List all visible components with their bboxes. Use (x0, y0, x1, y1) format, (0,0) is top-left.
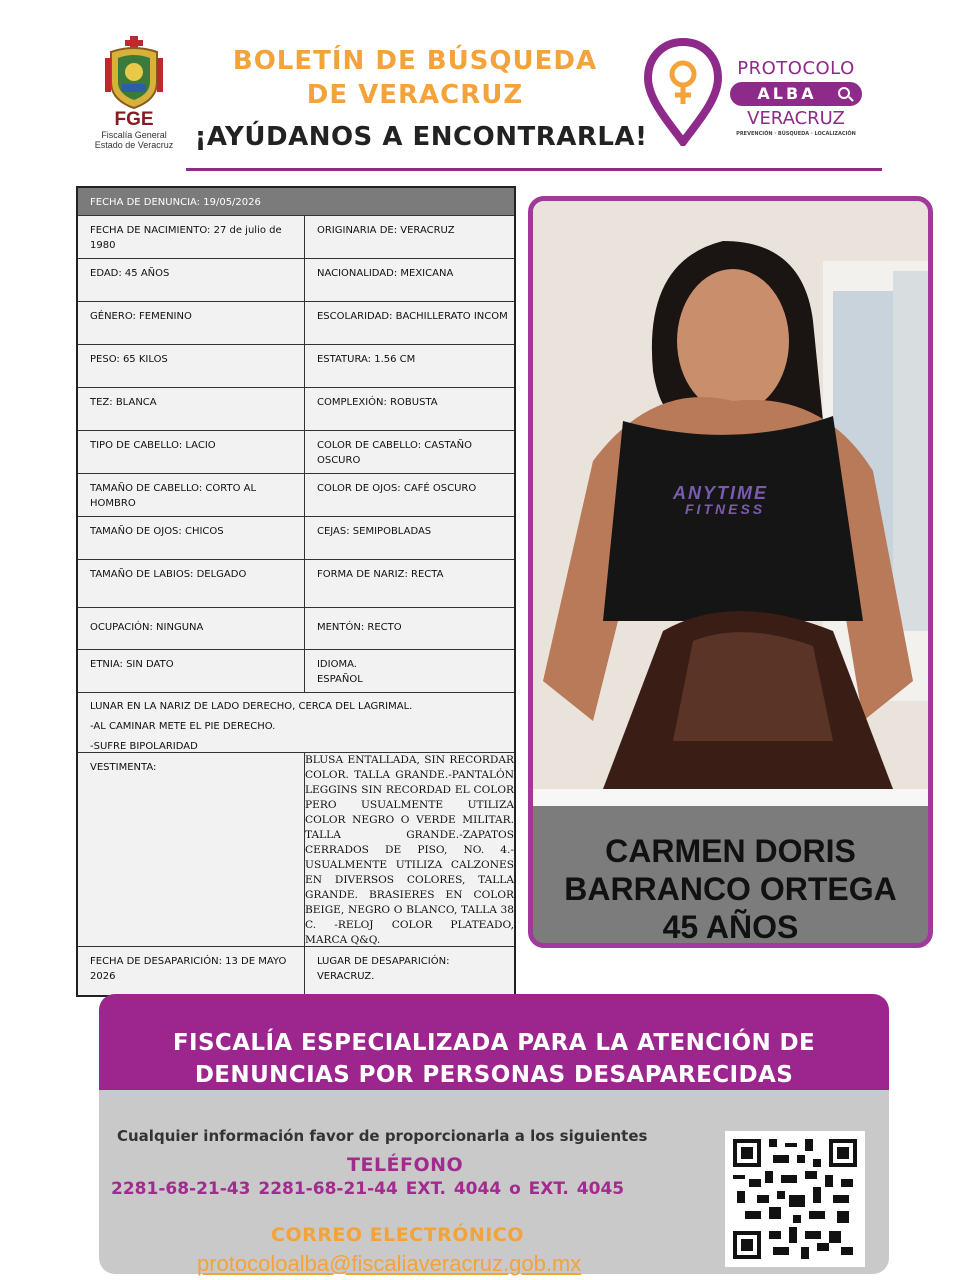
alba-veracruz-text: VERACRUZ (747, 108, 845, 129)
color-de-ojos: COLOR DE OJOS: CAFÉ OSCURO (316, 483, 477, 494)
bulletin-title-line2: DE VERACRUZ (306, 80, 524, 110)
sena-item: -SUFRE BIPOLARIDAD (90, 741, 198, 752)
etnia: ETNIA: SIN DATO (78, 650, 305, 692)
ocupacion: OCUPACIÓN: NINGUNA (78, 608, 305, 649)
escolaridad: ESCOLARIDAD: BACHILLERATO INCOM (316, 311, 508, 322)
table-row (78, 474, 514, 517)
cejas: CEJAS: SEMIPOBLADAS (316, 526, 432, 537)
tipo-de-cabello: TIPO DE CABELLO: LACIO (78, 431, 305, 473)
shirt-print-line2: FITNESS (685, 501, 766, 517)
person-name-line1: CARMEN DORIS (605, 833, 856, 869)
fge-full-name-line1: Fiscalía General (101, 130, 167, 140)
person-data-table (76, 186, 516, 997)
person-photo (533, 201, 928, 789)
table-row (78, 431, 514, 474)
table-row-senas (78, 693, 514, 753)
shirt-print-line1: ANYTIME (673, 483, 768, 503)
bulletin-subtitle: ¡AYÚDANOS A ENCONTRARLA! (194, 122, 648, 152)
genero: GÉNERO: FEMENINO (78, 302, 305, 344)
table-row (78, 517, 514, 560)
tamano-de-cabello: TAMAÑO DE CABELLO: CORTO AL HOMBRO (78, 474, 305, 516)
peso: PESO: 65 KILOS (78, 345, 305, 387)
table-row (78, 560, 514, 608)
senas-particulares (78, 693, 514, 752)
table-row (78, 650, 514, 693)
table-row (78, 345, 514, 388)
fge-abbreviation: FGE (114, 109, 154, 130)
fiscalia-line1: FISCALÍA ESPECIALIZADA PARA LA ATENCIÓN DE (172, 1030, 816, 1056)
table-row-desaparicion (78, 947, 514, 995)
idioma-label: IDIOMA. (316, 659, 357, 670)
header-divider (186, 168, 882, 171)
magnifier-icon (838, 87, 850, 99)
table-row (78, 388, 514, 431)
person-photo-card (528, 196, 933, 948)
alba-text: ALBA (757, 84, 817, 103)
photo-divider (533, 789, 928, 806)
contact-info-text: Cualquier información favor de proporcionarla a los siguientes (117, 1127, 648, 1145)
table-row-vestimenta (78, 753, 514, 947)
sena-item: -AL CAMINAR METE EL PIE DERECHO. (90, 721, 276, 732)
fecha-denuncia: FECHA DE DENUNCIA: 19/05/2026 (90, 197, 261, 208)
fiscalia-banner (99, 994, 889, 1092)
fecha-desaparicion: FECHA DE DESAPARICIÓN: 13 DE MAYO 2026 (78, 947, 305, 995)
alba-tagline: PREVENCIÓN · BÚSQUEDA · LOCALIZACIÓN (736, 131, 856, 137)
person-name-box (533, 806, 928, 943)
sena-item: LUNAR EN LA NARIZ DE LADO DERECHO, CERCA DEL LAGRIMAL. (90, 701, 413, 712)
fge-full-name-line2: Estado de Veracruz (94, 140, 174, 150)
edad: EDAD: 45 AÑOS (78, 259, 305, 301)
complexion: COMPLEXIÓN: ROBUSTA (316, 397, 438, 408)
estatura: ESTATURA: 1.56 CM (316, 354, 416, 365)
tez: TEZ: BLANCA (78, 388, 305, 430)
correo-link[interactable]: protocoloalba@fiscaliaveracruz.gob.mx (197, 1251, 582, 1276)
correo-label: CORREO ELECTRÓNICO (271, 1224, 524, 1246)
table-row (78, 216, 514, 259)
bulletin-title-line1: BOLETÍN DE BÚSQUEDA (232, 46, 598, 76)
nacionalidad: NACIONALIDAD: MEXICANA (316, 268, 454, 279)
fge-logo (86, 36, 182, 156)
table-row (78, 608, 514, 650)
vestimenta-label: VESTIMENTA: (78, 753, 305, 946)
fecha-nacimiento: FECHA DE NACIMIENTO: 27 de julio de 1980 (78, 216, 305, 258)
color-de-cabello: COLOR DE CABELLO: CASTAÑO OSCURO (316, 440, 472, 466)
idioma (305, 650, 514, 692)
qr-code-icon (733, 1139, 857, 1259)
originaria-de: ORIGINARIA DE: VERACRUZ (316, 225, 455, 236)
person-age: 45 AÑOS (662, 909, 799, 945)
location-pin-female-icon (644, 38, 722, 146)
menton: MENTÓN: RECTO (316, 622, 402, 633)
lugar-desaparicion: LUGAR DE DESAPARICIÓN: VERACRUZ. (316, 956, 450, 982)
telefono-label: TELÉFONO (347, 1154, 464, 1176)
tamano-de-ojos: TAMAÑO DE OJOS: CHICOS (78, 517, 305, 559)
alba-pill (730, 82, 862, 106)
qr-code[interactable] (725, 1131, 865, 1267)
table-row-fecha-denuncia (78, 188, 514, 216)
table-row (78, 302, 514, 345)
fiscalia-line2: DENUNCIAS POR PERSONAS DESAPARECIDAS (194, 1062, 794, 1088)
idioma-value: ESPAÑOL (316, 674, 363, 685)
alba-protocolo-text: PROTOCOLO (737, 58, 855, 79)
table-row (78, 259, 514, 302)
tamano-de-labios: TAMAÑO DE LABIOS: DELGADO (78, 560, 305, 607)
fge-shield-icon (103, 36, 165, 110)
forma-de-nariz: FORMA DE NARIZ: RECTA (316, 569, 444, 580)
telefono-numbers[interactable]: 2281-68-21-43 2281-68-21-44 EXT. 4044 o EXT. 4045 (111, 1179, 625, 1199)
person-name-line2: BARRANCO ORTEGA (564, 871, 897, 907)
vestimenta-text: BLUSA ENTALLADA, SIN RECORDAR COLOR. TALLA GRANDE.-PANTALÓN LEGGINS SIN RECORDAD EL COLOR PERO USUALMENTE UTILIZA COLOR NEGRO O VERDE MILITAR. TALLA GRANDE.-ZAPATOS CERRADOS DE PISO, NO. 4.-USUALMENTE UTILIZA CALZONES EN DIVERSOS COLORES, TALLA GRANDE. BRASIERES EN COLOR BEIGE, NEGRO O BLANCO, TALLA 38 C. -RELOJ COLOR PLATEADO, MARCA Q&Q. (305, 754, 514, 946)
